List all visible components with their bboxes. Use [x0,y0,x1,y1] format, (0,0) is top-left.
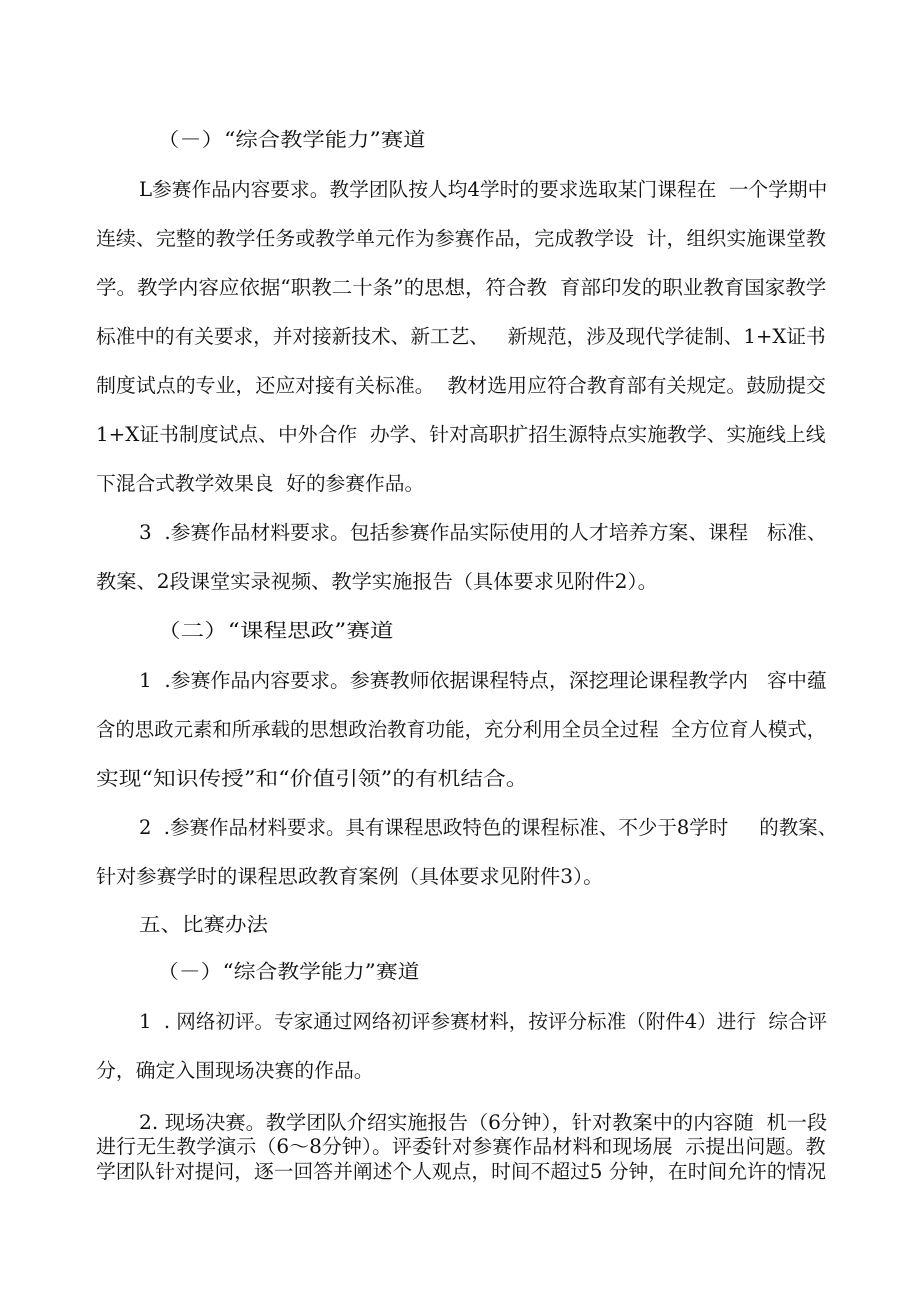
section-heading: （二）“课程思政”赛道 [157,619,394,642]
paragraph-line: 分，确定入围现场决赛的作品。 [96,1059,374,1082]
paragraph-line: 针对参赛学时的课程思政教育案例（具体要求见附件3）。 [96,865,604,888]
paragraph-line: L参赛作品内容要求。教学团队按人均4学时的要求选取某门课程在 一个学期中 [139,178,828,201]
paragraph-line: 下混合式教学效果良 好的参赛作品。 [96,472,425,495]
paragraph-line: 进行无生教学演示（6～8分钟）。评委针对参赛作品材料和现场展 示提出问题。教 [96,1135,826,1158]
section-heading: （－）“综合教学能力”赛道 [157,960,420,983]
paragraph-line: 制度试点的专业，还应对接有关标准。 教材选用应符合教育部有关规定。鼓励提交 [96,374,826,397]
paragraph-line: 1 . 网络初评。专家通过网络初评参赛材料，按评分标准（附件4）进行 综合评 [139,1010,828,1033]
paragraph-line: 1 .参赛作品内容要求。参赛教师依据课程特点，深挖理论课程教学内 容中蕴 [139,669,827,692]
paragraph-line: 2 .参赛作品材料要求。具有课程思政特色的课程标准、不少于8学时 的教案、 [139,816,838,839]
paragraph-line: 学。教学内容应依据“职教二十条”的思想，符合教 育部印发的职业教育国家教学 [96,276,827,299]
paragraph-line: 学团队针对提问，逐一回答并阐述个人观点，时间不超过5 分钟，在时间允许的情况 [96,1160,827,1183]
section-heading: （－）“综合教学能力”赛道 [157,128,426,151]
paragraph-line: 连续、完整的教学任务或教学单元作为参赛作品，完成教学设 计，组织实施课堂教 [96,227,826,250]
section-heading: 五、比赛办法 [139,913,269,936]
paragraph-line: 含的思政元素和所承载的思想政治教育功能，充分利用全员全过程 全方位育人模式， [96,718,827,741]
paragraph-line: 2. 现场决赛。教学团队介绍实施报告（6分钟），针对教案中的内容随 机一段 [139,1111,828,1134]
paragraph-line: 1+X证书制度试点、中外合作 办学、针对高职扩招生源特点实施教学、实施线上线 [96,423,826,446]
paragraph-line: 标准中的有关要求，并对接新技术、新工艺、 新规范，涉及现代学徒制、1+X证书 [96,325,826,348]
paragraph-line: 实现“知识传授”和“价值引领”的有机结合。 [96,767,529,790]
paragraph-line: 3 .参赛作品材料要求。包括参赛作品实际使用的人才培养方案、课程 标准、 [139,521,827,544]
paragraph-line: 教案、2段课堂实录视频、教学实施报告（具体要求见附件2）。 [96,570,658,593]
